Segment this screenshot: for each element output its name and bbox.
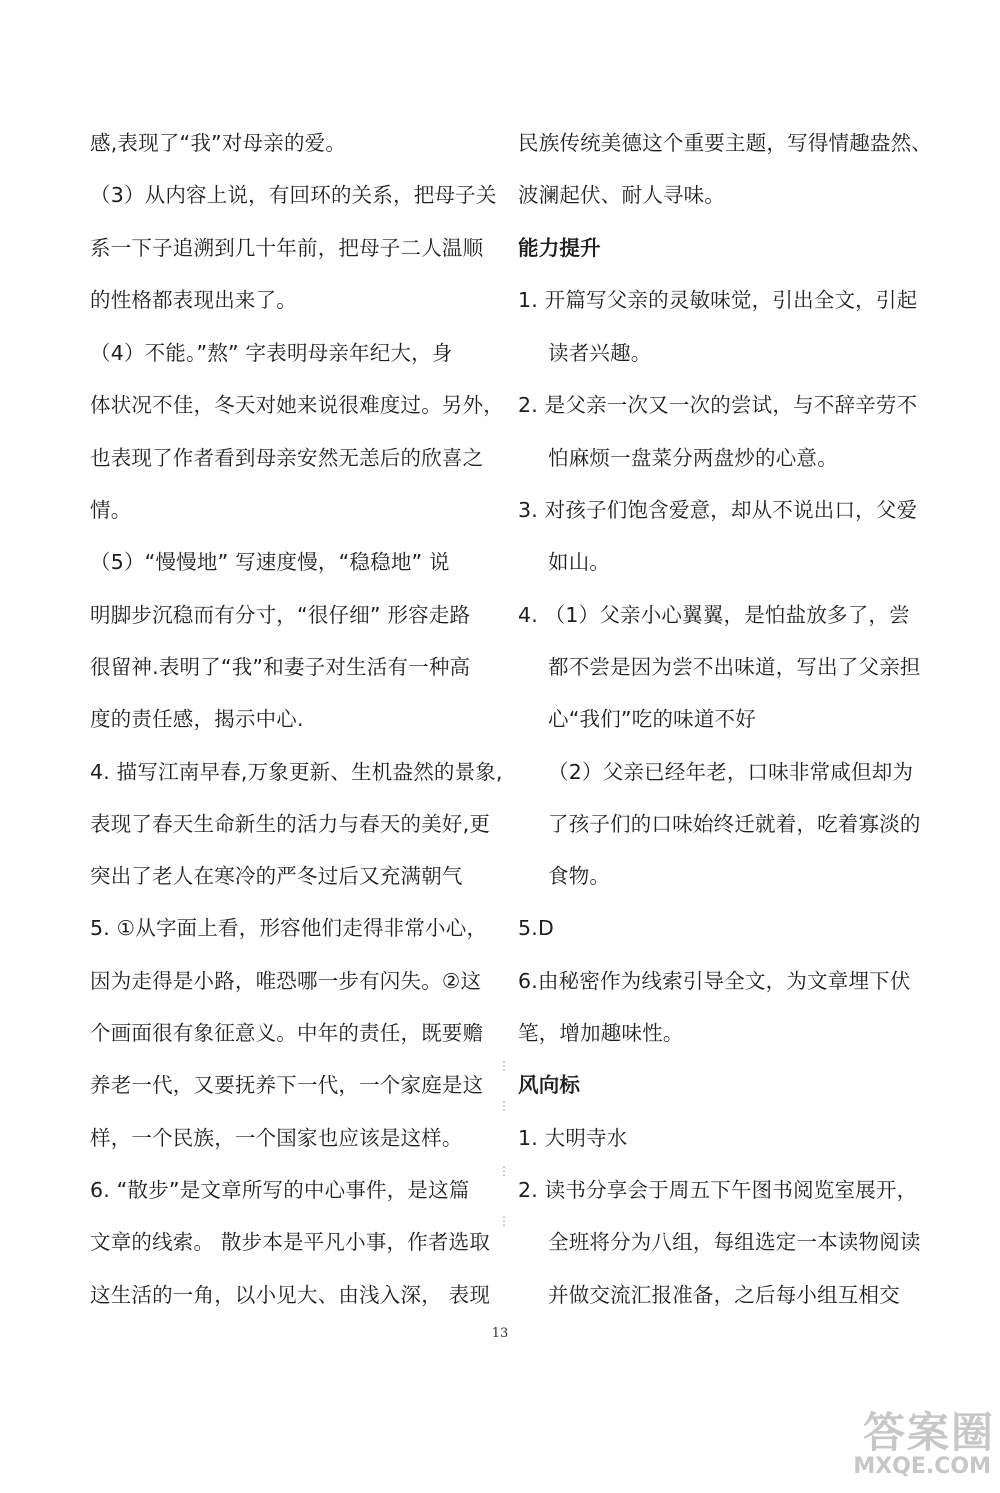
text-line: 1. 大明寺水	[518, 1126, 628, 1150]
text-line: 这生活的一角，以小见大、由浅入深， 表现	[90, 1283, 491, 1307]
text-line: 样，一个民族，一个国家也应该是这样。	[90, 1126, 463, 1150]
text-line: 心“我们”吃的味道不好	[548, 707, 756, 731]
section-heading: 风向标	[518, 1073, 581, 1097]
text-line: 如山。	[548, 550, 611, 574]
watermark-text: 答案圈	[862, 1408, 995, 1457]
text-line: 3. 对孩子们饱含爱意，却从不说出口，父爱	[518, 498, 918, 522]
text-line: 文章的线索。 散步本是平凡小事，作者选取	[90, 1230, 491, 1254]
text-line: 1. 开篇写父亲的灵敏味觉，引出全文，引起	[518, 288, 918, 312]
text-line: 笔，增加趣味性。	[518, 1021, 684, 1045]
text-line: 怕麻烦一盘菜分两盘炒的心意。	[548, 446, 838, 470]
text-line: 民族传统美德这个重要主题，写得情趣盎然、	[518, 131, 932, 155]
column-divider-mark: ⋮	[498, 1214, 510, 1228]
text-line: 系一下子追溯到几十年前，把母子二人温顺	[90, 236, 484, 260]
watermark-logo	[830, 1400, 995, 1488]
text-line: 读者兴趣。	[548, 341, 652, 365]
section-heading: 能力提升	[518, 236, 601, 260]
text-line: 6. “散步”是文章所写的中心事件，是这篇	[90, 1178, 470, 1202]
text-line: 情。	[90, 498, 132, 522]
text-line: （4）不能。”熬” 字表明母亲年纪大，身	[90, 341, 453, 365]
watermark-url: MXQE.COM	[853, 1454, 991, 1479]
text-line: 波澜起伏、耐人寻味。	[518, 183, 725, 207]
text-line: 2. 读书分享会于周五下午图书阅览室展开，	[518, 1178, 918, 1202]
text-line: 都不尝是因为尝不出味道，写出了父亲担	[548, 655, 921, 679]
text-line: （3）从内容上说，有回环的关系，把母子关	[90, 183, 497, 207]
text-line: 表现了春天生命新生的活力与春天的美好,更	[90, 812, 491, 836]
text-line: 很留神.表明了“我”和妻子对生活有一种高	[90, 655, 471, 679]
text-line: 的性格都表现出来了。	[90, 288, 297, 312]
column-divider-mark: ⋮	[498, 1164, 510, 1178]
text-line: 并做交流汇报准备，之后每小组互相交	[548, 1283, 900, 1307]
text-line: 度的责任感，揭示中心.	[90, 707, 304, 731]
text-line: 因为走得是小路，唯恐哪一步有闪失。②这	[90, 969, 482, 993]
text-line: 全班将分为八组，每组选定一本读物阅读	[548, 1230, 921, 1254]
column-divider-mark: ⋮	[498, 1059, 510, 1073]
text-line: 5. ①从字面上看，形容他们走得非常小心，	[90, 916, 488, 940]
text-line: 突出了老人在寒冷的严冬过后又充满朝气	[90, 864, 463, 888]
text-line: 个画面很有象征意义。中年的责任，既要赡	[90, 1021, 484, 1045]
text-line: 6.由秘密作为线索引导全文，为文章埋下伏	[518, 969, 911, 993]
text-line: 也表现了作者看到母亲安然无恙后的欣喜之	[90, 446, 484, 470]
text-line: 食物。	[548, 864, 611, 888]
text-line: 2. 是父亲一次又一次的尝试，与不辞辛劳不	[518, 393, 918, 417]
text-line: 养老一代，又要抚养下一代，一个家庭是这	[90, 1073, 484, 1097]
text-line: 4. （1）父亲小心翼翼，是怕盐放多了，尝	[518, 603, 910, 627]
page-number: 13	[491, 1326, 509, 1341]
text-line: 明脚步沉稳而有分寸，“很仔细” 形容走路	[90, 603, 471, 627]
text-line: 体状况不佳，冬天对她来说很难度过。另外，	[90, 393, 504, 417]
text-line: 感,表现了“我”对母亲的爱。	[90, 131, 347, 155]
text-line: 了孩子们的口味始终迁就着，吃着寡淡的	[548, 812, 921, 836]
text-line: 5.D	[518, 916, 554, 940]
text-line: （5）“慢慢地” 写速度慢，“稳稳地” 说	[90, 550, 450, 574]
column-divider-mark: ⋮	[498, 1099, 510, 1113]
text-line: 4. 描写江南早春,万象更新、生机盎然的景象,	[90, 760, 503, 784]
text-line: （2）父亲已经年老，口味非常咸但却为	[548, 760, 914, 784]
